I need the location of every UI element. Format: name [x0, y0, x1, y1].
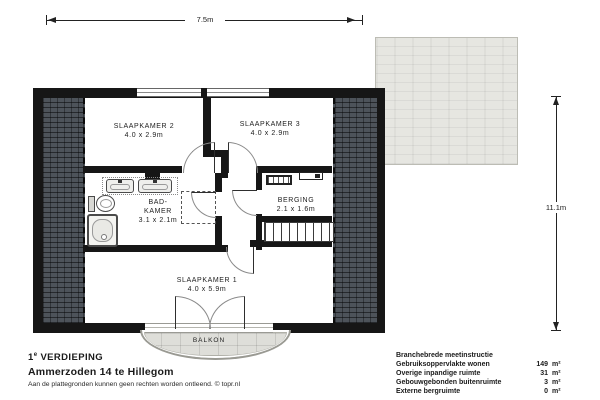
- floor-word: VERDIEPING: [40, 352, 104, 364]
- sink-basin: [142, 184, 168, 190]
- roof-slope-right: [333, 98, 377, 323]
- room-label-slaapkamer1: [145, 276, 269, 294]
- room-size: 4.0 x 2.9m: [124, 132, 164, 139]
- dim-top-tick-right: [362, 15, 363, 25]
- disclaimer: Aan de plattegronden kunnen geen rechten worden ontleend. © topr.nl: [28, 381, 241, 389]
- room-name: KAMER: [144, 208, 172, 215]
- room-name: SLAAPKAMER 1: [176, 277, 238, 284]
- room-label-badkamer: [126, 198, 190, 225]
- sink-icon: [106, 179, 134, 193]
- measurement-label: Gebruiksoppervlakte wonen: [396, 361, 490, 368]
- dim-top-label: 7.5m: [185, 14, 225, 25]
- room-size: 3.1 x 2.1m: [138, 217, 178, 224]
- measurement-label: Gebouwgebonden buitenruimte: [396, 379, 502, 386]
- radiator-icon: [266, 175, 292, 185]
- wall-bath-right-lower: [215, 216, 222, 247]
- measurement-value: 149: [536, 361, 548, 368]
- measurement-value: 31: [540, 370, 548, 377]
- wall-berging-left-upper: [256, 173, 262, 190]
- toilet-icon: [96, 195, 115, 212]
- measurement-label: Overige inpandige ruimte: [396, 370, 481, 377]
- room-label-balkon: BALKON: [192, 337, 226, 344]
- vent-box-icon: [299, 172, 323, 180]
- measurement-unit: m²: [552, 379, 561, 386]
- room-label-slaapkamer3: [210, 120, 330, 138]
- dim-right-line: [556, 97, 557, 330]
- room-label-berging: [262, 196, 330, 214]
- measurement-row: [396, 360, 568, 369]
- wall-bath-top: [83, 166, 182, 173]
- measurement-value: 0: [544, 388, 548, 395]
- stairs-icon: [264, 222, 334, 242]
- window-slaapkamer2: [137, 88, 201, 97]
- measurement-table: [396, 351, 568, 396]
- bathtub-drain: [101, 234, 107, 240]
- measurement-row: [396, 369, 568, 378]
- measurement-value: 3: [544, 379, 548, 386]
- wall-hall-pier: [221, 150, 228, 178]
- roof-slope-left: [43, 98, 85, 323]
- measurement-title-row: [396, 351, 568, 360]
- toilet-tank-icon: [88, 196, 95, 212]
- floor-title: [28, 352, 328, 363]
- wall-bath-right-upper: [215, 173, 222, 192]
- measurement-unit: m²: [552, 361, 561, 368]
- faucet-icon: [118, 180, 122, 183]
- measurement-row: [396, 387, 568, 396]
- measurement-unit: m²: [552, 388, 561, 395]
- room-name: SLAAPKAMER 3: [239, 121, 301, 128]
- footer-left: [28, 352, 328, 388]
- vent-dot: [315, 174, 320, 178]
- measurement-title: Branchebrede meetinstructie: [396, 352, 493, 359]
- sink-icon: [138, 179, 172, 193]
- room-name: BAD-: [148, 199, 168, 206]
- window-slaapkamer3: [207, 88, 269, 97]
- measurement-unit: m²: [552, 370, 561, 377]
- dim-right-tick-bottom: [551, 330, 561, 331]
- room-name: SLAAPKAMER 2: [113, 123, 175, 130]
- room-size: 2.1 x 1.6m: [276, 206, 316, 213]
- dim-right-arrow-down-icon: [553, 322, 559, 330]
- floor-ordinal: e: [33, 352, 38, 358]
- address: Ammerzoden 14 te Hillegom: [28, 366, 174, 379]
- bathtub-icon: [87, 214, 118, 247]
- dim-right-label: 11.1m: [537, 202, 575, 213]
- dim-top-arrow-right-icon: [347, 17, 355, 23]
- roof-block: [375, 37, 518, 165]
- faucet-icon: [153, 180, 157, 183]
- toilet-bowl: [100, 199, 112, 208]
- measurement-row: [396, 378, 568, 387]
- room-size: 4.0 x 5.9m: [187, 286, 227, 293]
- sink-basin: [110, 184, 130, 190]
- room-name: BERGING: [277, 197, 315, 204]
- measurement-label: Externe bergruimte: [396, 388, 461, 395]
- room-label-slaapkamer2: [84, 122, 204, 140]
- room-size: 4.0 x 2.9m: [250, 130, 290, 137]
- floor-number: 1: [28, 352, 34, 364]
